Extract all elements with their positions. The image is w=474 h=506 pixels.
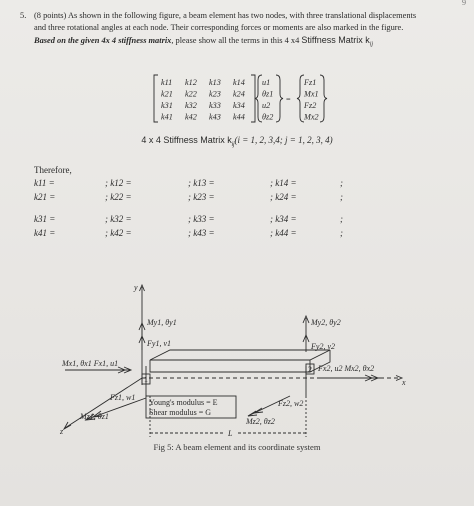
k-answer-cell: ; k13 =	[188, 178, 215, 188]
matrix-cell: k22	[185, 89, 197, 99]
force-vector-entry: Mx1	[304, 89, 319, 99]
shear-modulus-label: Shear modulus = G	[149, 408, 212, 417]
matrix-cell: k12	[185, 78, 197, 87]
force-vector-entry: Fz1	[304, 78, 317, 87]
x-axis-arrow	[396, 376, 402, 381]
k-answer-cell: ;	[340, 192, 343, 202]
question-number: 5.	[20, 11, 27, 20]
k-answer-cell: ; k24 =	[270, 192, 297, 202]
k-answer-cell: ;	[340, 178, 343, 188]
fz1-label: Fz1, w1	[110, 393, 136, 402]
my2-arrow	[303, 316, 309, 323]
mz1-label: Mz1, θz1	[80, 412, 109, 421]
z2-force-line	[248, 396, 290, 416]
node1-x-labels: Mx1, θx1 Fx1, u1	[62, 359, 119, 368]
disp-vector-entry: u2	[262, 101, 271, 110]
disp-vector-entry: θz1	[262, 89, 274, 99]
matrix-cell: k33	[209, 101, 221, 110]
stiffness-caption	[0, 135, 474, 148]
k-answer-cell: ; k42 =	[105, 228, 132, 238]
equals-sign: =	[286, 95, 291, 104]
my1-arrow	[139, 323, 145, 330]
force-left-brace	[297, 75, 304, 122]
x-axis-label: x	[402, 378, 406, 387]
matrix-right-bracket	[251, 75, 255, 122]
matrix-cell: k43	[209, 112, 221, 122]
mx1-arrow	[124, 367, 131, 373]
k-answer-cell: ; k22 =	[105, 192, 132, 202]
fx1-arrow	[118, 367, 125, 373]
z-axis-label: z	[60, 427, 64, 436]
k-answer-cell: ; k32 =	[105, 214, 132, 224]
disp-vector-entry: u1	[262, 78, 271, 87]
matrix-cell: k41	[161, 112, 173, 122]
mz2-arrow	[254, 408, 263, 413]
mz1-arrow	[93, 411, 102, 417]
node2-marker	[306, 364, 314, 374]
disp-vector-entry: θz2	[262, 112, 274, 122]
question-line-3-rest: , please show all the terms in this 4 x4	[171, 36, 302, 45]
k-answer-cell: k21 =	[34, 192, 56, 202]
page-number: 9	[462, 0, 466, 7]
node2-label: 2	[308, 365, 312, 374]
question-stiffness-term: Stiffness Matrix k	[301, 35, 370, 45]
figure-caption: Fig 5: A beam element and its coordinate system	[153, 442, 321, 452]
therefore-label: Therefore,	[34, 165, 72, 175]
k-answer-cell: ; k14 =	[270, 178, 297, 188]
matrix-left-bracket	[154, 75, 158, 122]
length-label: L	[228, 429, 233, 438]
z-axis-arrow	[64, 422, 71, 429]
my2-label: My2, θy2	[311, 318, 341, 327]
force-vector-entry: Fz2	[304, 101, 317, 110]
k-answer-cell: k41 =	[34, 228, 56, 238]
k-answer-cell: ; k44 =	[270, 228, 297, 238]
k-answer-cell: ; k43 =	[188, 228, 215, 238]
matrix-cell: k13	[209, 78, 221, 87]
fz2-arrow	[248, 411, 257, 416]
k-answer-cell: ;	[340, 214, 343, 224]
matrix-cell: k23	[209, 89, 221, 99]
question-italic-phrase: Based on the given 4x 4 stiffness matrix	[34, 36, 172, 45]
fz2-label: Fz2, w2	[278, 399, 304, 408]
question-line-1: (8 points) As shown in the following figure, a beam element has two nodes, with three translational displacements	[34, 11, 417, 20]
caption-sub: ij	[231, 141, 235, 148]
my1-label: My1, θy1	[147, 318, 177, 327]
node1-marker	[142, 374, 150, 384]
y-axis-arrow	[140, 285, 145, 291]
matrix-cell: k21	[161, 89, 173, 99]
k-answer-cell: ; k34 =	[270, 214, 297, 224]
fy1-label: Fy1, v1	[147, 339, 171, 348]
fy2-label: Fy2, v2	[311, 342, 335, 351]
matrix-cell: k44	[233, 112, 245, 122]
node1-label: 1	[144, 375, 148, 384]
k-answer-cell: ; k12 =	[105, 178, 132, 188]
force-vector-entry: Mx2	[304, 112, 319, 122]
matrix-cell: k11	[161, 78, 173, 87]
question-stiffness-sub: ij	[369, 41, 374, 48]
disp-right-brace	[276, 75, 283, 122]
z1-force-line	[85, 398, 146, 420]
z-axis	[65, 378, 142, 428]
beam-top-face	[150, 350, 330, 360]
matrix-cell: k42	[185, 112, 197, 122]
matrix-cell: k31	[161, 101, 173, 110]
caption-suffix: (i = 1, 2, 3,4; j = 1, 2, 3, 4)	[234, 135, 333, 145]
k-answer-cell: k11 =	[34, 178, 55, 188]
question-line-3	[34, 34, 373, 51]
material-box	[146, 396, 236, 418]
beam-front-face	[150, 360, 310, 372]
fx2-arrow	[365, 375, 372, 381]
matrix-cell: k34	[233, 101, 245, 110]
node2-x-labels: Fx2, u2 Mx2, θx2	[318, 364, 375, 373]
matrix-cell: k32	[185, 101, 197, 110]
k-answer-cell: ;	[340, 228, 343, 238]
beam-side-face	[310, 350, 330, 372]
matrix-cell: k24	[233, 89, 245, 99]
caption-prefix: 4 x 4 Stiffness Matrix k	[141, 135, 232, 145]
y-axis-label: y	[134, 283, 138, 292]
fz1-arrow	[86, 414, 95, 420]
force-right-brace	[320, 75, 327, 122]
fy2-arrow	[303, 335, 309, 342]
k-answer-cell: k31 =	[34, 214, 56, 224]
disp-left-brace	[255, 75, 262, 122]
k-answer-cell: ; k33 =	[188, 214, 215, 224]
k-answer-cell: ; k23 =	[188, 192, 215, 202]
youngs-modulus-label: Young's modulus = E	[149, 398, 218, 407]
matrix-cell: k14	[233, 78, 245, 87]
mz2-label: Mz2, θz2	[246, 417, 275, 426]
fy1-arrow	[139, 336, 145, 343]
question-line-2: and three rotational angles at each node. Their corresponding forces or moments are also marked in the figure.	[34, 23, 404, 32]
mx2-arrow	[371, 375, 378, 381]
